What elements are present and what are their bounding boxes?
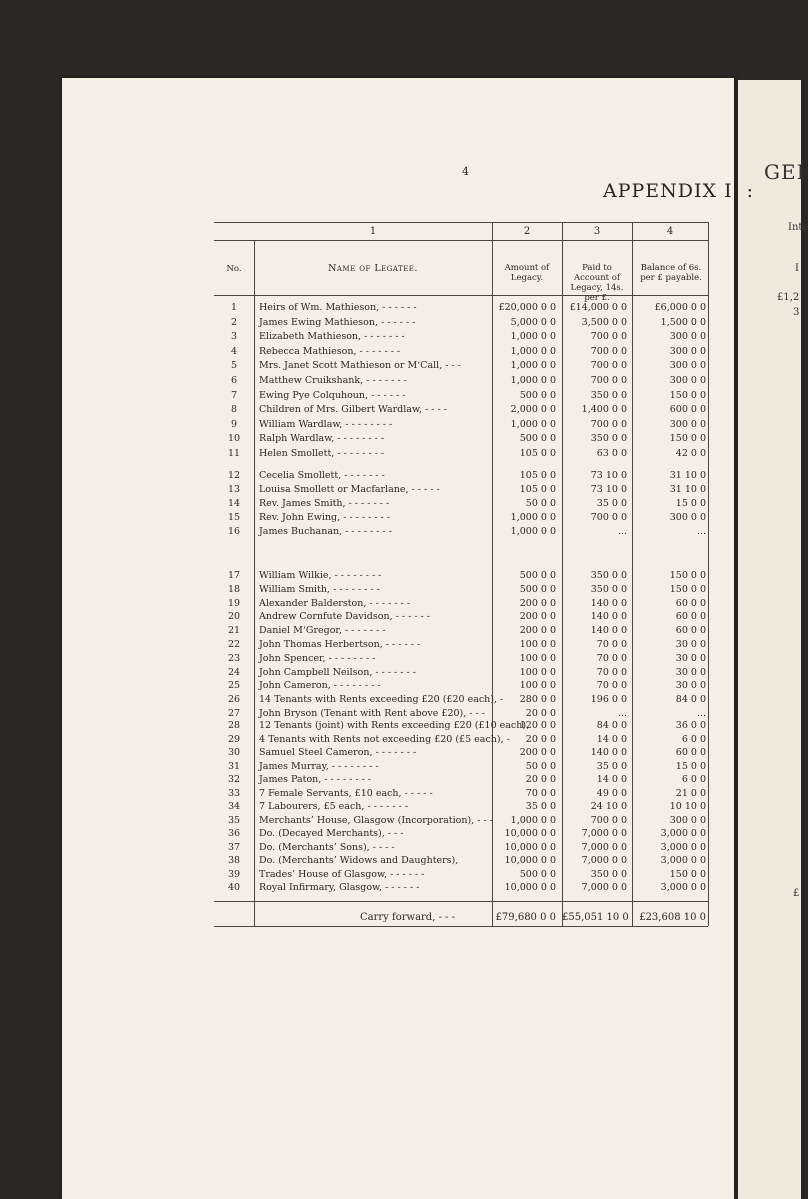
table-row [0, 583, 801, 596]
legatee-name: Mrs. Janet Scott Mathieson or M‘Call, - - - [259, 360, 461, 371]
paid-amount: 1,400 0 0 [581, 404, 627, 415]
legacy-amount: 200 0 0 [519, 625, 556, 636]
balance-amount: 300 0 0 [669, 331, 706, 342]
table-row [0, 624, 801, 637]
balance-amount: 21 0 0 [675, 788, 706, 799]
legatee-name: Rev. John Ewing, - - - - - - - - [259, 512, 391, 523]
paid-amount: 35 0 0 [596, 761, 627, 772]
balance-amount: ... [696, 708, 706, 719]
legatee-name: Merchants’ House, Glasgow (Incorporation), - - - [259, 815, 493, 826]
paid-amount: 14 0 0 [596, 774, 627, 785]
table-row [0, 403, 801, 416]
table-row [0, 841, 801, 854]
table-row [0, 773, 801, 786]
legacy-amount: 1,000 0 0 [510, 815, 556, 826]
balance-amount: 60 0 0 [675, 611, 706, 622]
row-number: 12 [227, 470, 241, 481]
legacy-amount: 1,000 0 0 [510, 331, 556, 342]
row-number: 17 [227, 570, 241, 581]
table-row [0, 814, 801, 827]
legacy-amount: 20 0 0 [525, 708, 556, 719]
carry-forward-balance: £23,608 10 0 [639, 912, 706, 923]
table-colnum-rule [214, 240, 708, 241]
legatee-name: Trades’ House of Glasgow, - - - - - - [259, 869, 425, 880]
row-number: 5 [230, 360, 238, 371]
legatee-name: 7 Female Servants, £10 each, - - - - - [259, 788, 433, 799]
paid-amount: 7,000 0 0 [581, 882, 627, 893]
balance-amount: 300 0 0 [669, 360, 706, 371]
facing-frag-3: £1,2 [777, 292, 800, 303]
table-row [0, 854, 801, 867]
balance-amount: 6 0 0 [681, 734, 706, 745]
legacy-amount: 20 0 0 [525, 774, 556, 785]
legatee-name: Ralph Wardlaw, - - - - - - - - [259, 433, 385, 444]
row-number: 35 [227, 815, 241, 826]
legacy-amount: 200 0 0 [519, 611, 556, 622]
paid-amount: ... [617, 526, 627, 537]
row-number: 26 [227, 694, 241, 705]
table-row [0, 469, 801, 482]
balance-amount: 42 0 0 [675, 448, 706, 459]
paid-amount: 84 0 0 [596, 720, 627, 731]
table-row [0, 733, 801, 746]
legatee-name: Alexander Balderston, - - - - - - - [259, 598, 411, 609]
legacy-amount: 100 0 0 [519, 680, 556, 691]
balance-amount: 150 0 0 [669, 390, 706, 401]
paid-amount: 73 10 0 [590, 470, 627, 481]
paid-amount: 140 0 0 [590, 598, 627, 609]
balance-amount: 30 0 0 [675, 667, 706, 678]
paid-amount: £14,000 0 0 [569, 302, 627, 313]
table-row [0, 597, 801, 610]
legatee-name: 7 Labourers, £5 each, - - - - - - - [259, 801, 409, 812]
row-number: 8 [230, 404, 238, 415]
row-number: 2 [230, 317, 238, 328]
row-number: 23 [227, 653, 241, 664]
legatee-name: Elizabeth Mathieson, - - - - - - - [259, 331, 405, 342]
column-number-3: 3 [593, 226, 601, 237]
page-number: 4 [462, 165, 469, 178]
paid-amount: 700 0 0 [590, 331, 627, 342]
balance-amount: 10 10 0 [669, 801, 706, 812]
legacy-amount: 500 0 0 [519, 390, 556, 401]
balance-amount: 15 0 0 [675, 761, 706, 772]
table-row [0, 511, 801, 524]
legacy-amount: 200 0 0 [519, 598, 556, 609]
facing-frag-1: Inte [788, 222, 808, 233]
balance-amount: 150 0 0 [669, 433, 706, 444]
table-row [0, 800, 801, 813]
header-no: No. [226, 264, 242, 274]
legatee-name: 4 Tenants with Rents not exceeding £20 (£5 each), - [259, 734, 510, 745]
paid-amount: 35 0 0 [596, 498, 627, 509]
legacy-amount: 10,000 0 0 [504, 842, 556, 853]
balance-amount: 60 0 0 [675, 598, 706, 609]
balance-amount: 30 0 0 [675, 653, 706, 664]
table-row [0, 316, 801, 329]
table-row [0, 787, 801, 800]
legacy-amount: 200 0 0 [519, 747, 556, 758]
row-number: 33 [227, 788, 241, 799]
row-number: 24 [227, 667, 241, 678]
legatee-name: Samuel Steel Cameron, - - - - - - - [259, 747, 417, 758]
table-row [0, 497, 801, 510]
row-number: 18 [227, 584, 241, 595]
balance-amount: 30 0 0 [675, 680, 706, 691]
table-row [0, 638, 801, 651]
balance-amount: 300 0 0 [669, 512, 706, 523]
table-row [0, 719, 801, 732]
table-row [0, 881, 801, 894]
table-row [0, 330, 801, 343]
legacy-amount: 500 0 0 [519, 584, 556, 595]
table-row [0, 827, 801, 840]
balance-amount: 600 0 0 [669, 404, 706, 415]
row-number: 11 [227, 448, 241, 459]
paid-amount: 70 0 0 [596, 667, 627, 678]
paid-amount: 196 0 0 [590, 694, 627, 705]
table-row [0, 432, 801, 445]
table-header-rule [214, 295, 708, 296]
legatee-name: Ewing Pye Colquhoun, - - - - - - [259, 390, 406, 401]
legatee-name: James Ewing Mathieson, - - - - - - [259, 317, 416, 328]
paid-amount: 7,000 0 0 [581, 828, 627, 839]
paid-amount: 73 10 0 [590, 484, 627, 495]
table-row [0, 868, 801, 881]
legatee-name: Louisa Smollett or Macfarlane, - - - - - [259, 484, 440, 495]
facing-frag-2: I [795, 263, 799, 274]
row-number: 30 [227, 747, 241, 758]
table-row [0, 389, 801, 402]
balance-amount: 300 0 0 [669, 419, 706, 430]
balance-amount: 3,000 0 0 [660, 855, 706, 866]
row-number: 20 [227, 611, 241, 622]
row-number: 28 [227, 720, 241, 731]
balance-amount: 3,000 0 0 [660, 842, 706, 853]
legatee-name: John Thomas Herbertson, - - - - - - [259, 639, 421, 650]
legacy-amount: 500 0 0 [519, 433, 556, 444]
paid-amount: 70 0 0 [596, 639, 627, 650]
paid-amount: 7,000 0 0 [581, 842, 627, 853]
row-number: 36 [227, 828, 241, 839]
row-number: 37 [227, 842, 241, 853]
row-number: 3 [230, 331, 238, 342]
legacy-amount: £20,000 0 0 [498, 302, 556, 313]
row-number: 25 [227, 680, 241, 691]
balance-amount: 6 0 0 [681, 774, 706, 785]
table-row [0, 652, 801, 665]
paid-amount: 350 0 0 [590, 869, 627, 880]
paid-amount: 70 0 0 [596, 680, 627, 691]
table-bottom-rule [214, 926, 708, 927]
balance-amount: 150 0 0 [669, 584, 706, 595]
legacy-amount: 1,000 0 0 [510, 512, 556, 523]
facing-page-title: GEI [764, 160, 806, 184]
paid-amount: 700 0 0 [590, 815, 627, 826]
column-number-1: 1 [369, 226, 377, 237]
legatee-name: 12 Tenants (joint) with Rents exceeding £20 (£10 each), [259, 720, 530, 731]
row-number: 9 [230, 419, 238, 430]
balance-amount: 84 0 0 [675, 694, 706, 705]
legatee-name: Royal Infirmary, Glasgow, - - - - - - [259, 882, 420, 893]
balance-amount: 300 0 0 [669, 346, 706, 357]
table-row [0, 374, 801, 387]
row-number: 4 [230, 346, 238, 357]
legatee-name: Do. (Merchants’ Sons), - - - - [259, 842, 395, 853]
paid-amount: 49 0 0 [596, 788, 627, 799]
legacy-amount: 50 0 0 [525, 761, 556, 772]
row-number: 7 [230, 390, 238, 401]
balance-amount: 15 0 0 [675, 498, 706, 509]
legatee-name: Heirs of Wm. Mathieson, - - - - - - [259, 302, 417, 313]
legacy-amount: 10,000 0 0 [504, 828, 556, 839]
carry-forward-paid: £55,051 10 0 [562, 912, 629, 923]
table-row [0, 746, 801, 759]
balance-amount: 300 0 0 [669, 815, 706, 826]
legatee-name: William Wilkie, - - - - - - - - [259, 570, 382, 581]
paid-amount: 140 0 0 [590, 747, 627, 758]
legatee-name: John Bryson (Tenant with Rent above £20), - - - [259, 708, 485, 719]
table-row [0, 359, 801, 372]
row-number: 40 [227, 882, 241, 893]
row-number: 34 [227, 801, 241, 812]
legatee-name: John Spencer, - - - - - - - - [259, 653, 376, 664]
paid-amount: 350 0 0 [590, 584, 627, 595]
appendix-title: APPENDIX I. : [603, 180, 755, 202]
balance-amount: 3,000 0 0 [660, 828, 706, 839]
balance-amount: 31 10 0 [669, 484, 706, 495]
legacy-amount: 105 0 0 [519, 448, 556, 459]
table-row [0, 760, 801, 773]
row-number: 38 [227, 855, 241, 866]
balance-amount: 30 0 0 [675, 639, 706, 650]
table-body-rule [214, 901, 708, 902]
legacy-amount: 120 0 0 [519, 720, 556, 731]
legacy-amount: 1,000 0 0 [510, 419, 556, 430]
legatee-name: Do. (Merchants’ Widows and Daughters), [259, 855, 459, 866]
legatee-name: James Buchanan, - - - - - - - - [259, 526, 392, 537]
header-name: Name of Legatee. [328, 263, 418, 274]
paid-amount: 70 0 0 [596, 653, 627, 664]
legacy-amount: 70 0 0 [525, 788, 556, 799]
paid-amount: 24 10 0 [590, 801, 627, 812]
table-row [0, 301, 801, 314]
row-number: 13 [227, 484, 241, 495]
legatee-name: James Paton, - - - - - - - - [259, 774, 372, 785]
legatee-name: Rebecca Mathieson, - - - - - - - [259, 346, 401, 357]
paid-amount: 3,500 0 0 [581, 317, 627, 328]
row-number: 29 [227, 734, 241, 745]
balance-amount: 31 10 0 [669, 470, 706, 481]
legacy-amount: 500 0 0 [519, 869, 556, 880]
legatee-name: John Cameron, - - - - - - - - [259, 680, 381, 691]
legacy-amount: 500 0 0 [519, 570, 556, 581]
legatee-name: William Wardlaw, - - - - - - - - [259, 419, 393, 430]
legatee-name: Daniel M‘Gregor, - - - - - - - [259, 625, 386, 636]
legacy-amount: 10,000 0 0 [504, 855, 556, 866]
carry-forward-amount: £79,680 0 0 [495, 912, 556, 923]
header-paid: Paid to Account of Legacy, 14s. per £. [570, 263, 624, 303]
row-number: 19 [227, 598, 241, 609]
table-row [0, 418, 801, 431]
table-row [0, 447, 801, 460]
paid-amount: 700 0 0 [590, 419, 627, 430]
row-number: 15 [227, 512, 241, 523]
row-number: 22 [227, 639, 241, 650]
table-row [0, 666, 801, 679]
legatee-name: Andrew Cornfute Davidson, - - - - - - [259, 611, 430, 622]
table-row [0, 693, 801, 706]
paid-amount: ... [617, 708, 627, 719]
table-row [0, 345, 801, 358]
balance-amount: ... [696, 526, 706, 537]
legacy-amount: 280 0 0 [519, 694, 556, 705]
paid-amount: 7,000 0 0 [581, 855, 627, 866]
balance-amount: 300 0 0 [669, 375, 706, 386]
table-row [0, 483, 801, 496]
table-row [0, 569, 801, 582]
legacy-amount: 105 0 0 [519, 484, 556, 495]
paid-amount: 140 0 0 [590, 625, 627, 636]
row-number: 39 [227, 869, 241, 880]
legatee-name: Do. (Decayed Merchants), - - - [259, 828, 404, 839]
legacy-amount: 105 0 0 [519, 470, 556, 481]
balance-amount: 150 0 0 [669, 570, 706, 581]
legatee-name: James Murray, - - - - - - - - [259, 761, 379, 772]
row-number: 31 [227, 761, 241, 772]
header-amount: Amount of Legacy. [504, 263, 550, 283]
paid-amount: 350 0 0 [590, 570, 627, 581]
legacy-amount: 1,000 0 0 [510, 526, 556, 537]
legatee-name: Matthew Cruikshank, - - - - - - - [259, 375, 407, 386]
legacy-amount: 2,000 0 0 [510, 404, 556, 415]
facing-frag-4: 3 [793, 307, 800, 318]
row-number: 6 [230, 375, 238, 386]
carry-forward-label: Carry forward, - - - [360, 912, 456, 923]
row-number: 10 [227, 433, 241, 444]
row-number: 16 [227, 526, 241, 537]
row-number: 1 [230, 302, 238, 313]
column-number-2: 2 [523, 226, 531, 237]
legacy-amount: 100 0 0 [519, 653, 556, 664]
legacy-amount: 1,000 0 0 [510, 360, 556, 371]
legacy-amount: 5,000 0 0 [510, 317, 556, 328]
header-balance: Balance of 6s. per £ payable. [640, 263, 702, 283]
column-number-4: 4 [666, 226, 674, 237]
row-number: 27 [227, 708, 241, 719]
paid-amount: 700 0 0 [590, 375, 627, 386]
balance-amount: £6,000 0 0 [654, 302, 706, 313]
row-number: 32 [227, 774, 241, 785]
legatee-name: Cecelia Smollett, - - - - - - - [259, 470, 385, 481]
paid-amount: 700 0 0 [590, 512, 627, 523]
legacy-amount: 10,000 0 0 [504, 882, 556, 893]
legacy-amount: 50 0 0 [525, 498, 556, 509]
balance-amount: 60 0 0 [675, 625, 706, 636]
table-top-rule [214, 222, 708, 223]
facing-frag-5: £ [793, 888, 800, 899]
balance-amount: 3,000 0 0 [660, 882, 706, 893]
legatee-name: 14 Tenants with Rents exceeding £20 (£20 each), - [259, 694, 504, 705]
legatee-name: Rev. James Smith, - - - - - - - [259, 498, 390, 509]
legacy-amount: 100 0 0 [519, 667, 556, 678]
legacy-amount: 100 0 0 [519, 639, 556, 650]
legatee-name: William Smith, - - - - - - - - [259, 584, 380, 595]
balance-amount: 150 0 0 [669, 869, 706, 880]
paid-amount: 63 0 0 [596, 448, 627, 459]
legatee-name: Children of Mrs. Gilbert Wardlaw, - - - - [259, 404, 447, 415]
paid-amount: 14 0 0 [596, 734, 627, 745]
table-row [0, 679, 801, 692]
legacy-amount: 35 0 0 [525, 801, 556, 812]
paid-amount: 700 0 0 [590, 360, 627, 371]
table-row [0, 610, 801, 623]
balance-amount: 1,500 0 0 [660, 317, 706, 328]
paid-amount: 140 0 0 [590, 611, 627, 622]
paid-amount: 700 0 0 [590, 346, 627, 357]
legacy-amount: 20 0 0 [525, 734, 556, 745]
table-row [0, 525, 801, 538]
legatee-name: Helen Smollett, - - - - - - - - [259, 448, 385, 459]
legacy-amount: 1,000 0 0 [510, 375, 556, 386]
row-number: 21 [227, 625, 241, 636]
legacy-amount: 1,000 0 0 [510, 346, 556, 357]
balance-amount: 36 0 0 [675, 720, 706, 731]
balance-amount: 60 0 0 [675, 747, 706, 758]
legatee-name: John Campbell Neilson, - - - - - - - [259, 667, 416, 678]
paid-amount: 350 0 0 [590, 390, 627, 401]
paid-amount: 350 0 0 [590, 433, 627, 444]
row-number: 14 [227, 498, 241, 509]
